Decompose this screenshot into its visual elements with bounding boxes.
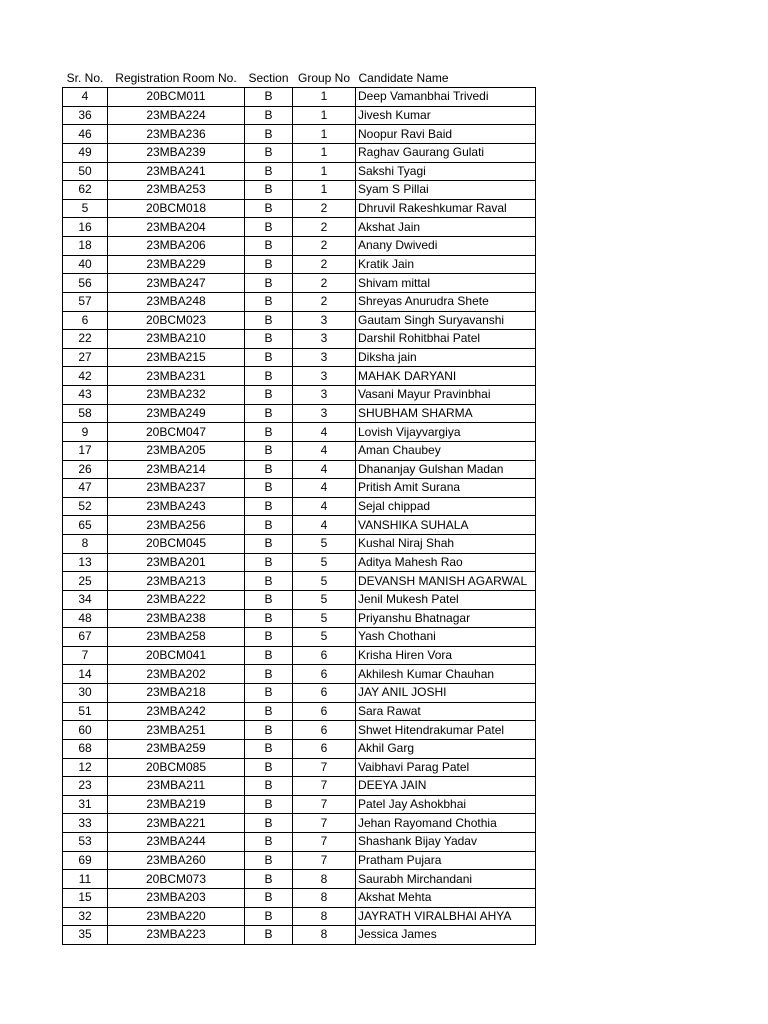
cell-group-no: 3 (293, 348, 356, 367)
cell-registration-room-no: 23MBA219 (108, 795, 245, 814)
table-header (63, 69, 536, 88)
table-row (63, 870, 536, 889)
cell-section: B (245, 665, 293, 684)
cell-registration-room-no: 23MBA220 (108, 907, 245, 926)
cell-section: B (245, 739, 293, 758)
cell-section: B (245, 702, 293, 721)
cell-group-no: 7 (293, 833, 356, 852)
cell-group-no: 3 (293, 311, 356, 330)
cell-candidate-name: VANSHIKA SUHALA (356, 516, 536, 535)
cell-group-no: 8 (293, 926, 356, 945)
cell-sr-no: 6 (63, 311, 108, 330)
cell-sr-no: 11 (63, 870, 108, 889)
cell-registration-room-no: 23MBA210 (108, 330, 245, 349)
cell-group-no: 7 (293, 758, 356, 777)
cell-candidate-name: Akhilesh Kumar Chauhan (356, 665, 536, 684)
header-candidate-name: Candidate Name (358, 71, 449, 85)
cell-candidate-name: Saurabh Mirchandani (356, 870, 536, 889)
cell-sr-no: 26 (63, 460, 108, 479)
cell-group-no: 4 (293, 460, 356, 479)
cell-sr-no: 33 (63, 814, 108, 833)
cell-section: B (245, 572, 293, 591)
cell-candidate-name: Raghav Gaurang Gulati (356, 143, 536, 162)
table-row (63, 479, 536, 498)
cell-candidate-name: Akshat Jain (356, 218, 536, 237)
cell-sr-no: 30 (63, 684, 108, 703)
cell-candidate-name: DEEYA JAIN (356, 777, 536, 796)
cell-candidate-name: Jehan Rayomand Chothia (356, 814, 536, 833)
cell-sr-no: 58 (63, 404, 108, 423)
cell-group-no: 3 (293, 386, 356, 405)
table-row (63, 125, 536, 144)
cell-sr-no: 48 (63, 609, 108, 628)
cell-section: B (245, 292, 293, 311)
cell-registration-room-no: 23MBA232 (108, 386, 245, 405)
cell-sr-no: 13 (63, 553, 108, 572)
table-row (63, 814, 536, 833)
table-row (63, 833, 536, 852)
cell-candidate-name: Vaibhavi Parag Patel (356, 758, 536, 777)
cell-group-no: 4 (293, 497, 356, 516)
cell-sr-no: 32 (63, 907, 108, 926)
cell-group-no: 7 (293, 851, 356, 870)
cell-registration-room-no: 20BCM041 (108, 646, 245, 665)
cell-group-no: 1 (293, 106, 356, 125)
table-row (63, 218, 536, 237)
header-sr-no: Sr. No. (66, 71, 104, 85)
cell-candidate-name: Patel Jay Ashokbhai (356, 795, 536, 814)
cell-candidate-name: Kratik Jain (356, 255, 536, 274)
cell-registration-room-no: 23MBA243 (108, 497, 245, 516)
cell-candidate-name: Dhruvil Rakeshkumar Raval (356, 199, 536, 218)
cell-section: B (245, 441, 293, 460)
table-row (63, 386, 536, 405)
cell-section: B (245, 907, 293, 926)
cell-sr-no: 16 (63, 218, 108, 237)
cell-registration-room-no: 23MBA253 (108, 181, 245, 200)
cell-section: B (245, 535, 293, 554)
table-row (63, 572, 536, 591)
cell-registration-room-no: 23MBA236 (108, 125, 245, 144)
cell-candidate-name: Shashank Bijay Yadav (356, 833, 536, 852)
cell-candidate-name: SHUBHAM SHARMA (356, 404, 536, 423)
cell-candidate-name: Anany Dwivedi (356, 237, 536, 256)
table-row (63, 497, 536, 516)
cell-group-no: 4 (293, 423, 356, 442)
cell-candidate-name: Sakshi Tyagi (356, 162, 536, 181)
table-body (63, 88, 536, 945)
cell-group-no: 2 (293, 274, 356, 293)
cell-registration-room-no: 23MBA231 (108, 367, 245, 386)
cell-candidate-name: Jenil Mukesh Patel (356, 590, 536, 609)
cell-candidate-name: Shreyas Anurudra Shete (356, 292, 536, 311)
cell-registration-room-no: 23MBA258 (108, 628, 245, 647)
header-section: Section (248, 71, 289, 85)
cell-registration-room-no: 23MBA205 (108, 441, 245, 460)
table-row (63, 516, 536, 535)
table-row (63, 535, 536, 554)
cell-candidate-name: Pritish Amit Surana (356, 479, 536, 498)
cell-sr-no: 60 (63, 721, 108, 740)
cell-sr-no: 62 (63, 181, 108, 200)
cell-section: B (245, 106, 293, 125)
cell-section: B (245, 795, 293, 814)
cell-sr-no: 47 (63, 479, 108, 498)
cell-sr-no: 57 (63, 292, 108, 311)
table-row (63, 237, 536, 256)
cell-group-no: 7 (293, 795, 356, 814)
cell-registration-room-no: 23MBA244 (108, 833, 245, 852)
cell-candidate-name: Sara Rawat (356, 702, 536, 721)
table-row (63, 553, 536, 572)
cell-registration-room-no: 23MBA224 (108, 106, 245, 125)
cell-registration-room-no: 23MBA247 (108, 274, 245, 293)
cell-group-no: 2 (293, 199, 356, 218)
cell-section: B (245, 199, 293, 218)
table-row (63, 851, 536, 870)
cell-group-no: 6 (293, 646, 356, 665)
cell-registration-room-no: 20BCM018 (108, 199, 245, 218)
cell-section: B (245, 386, 293, 405)
cell-section: B (245, 590, 293, 609)
cell-sr-no: 7 (63, 646, 108, 665)
cell-section: B (245, 553, 293, 572)
cell-group-no: 1 (293, 181, 356, 200)
cell-group-no: 1 (293, 143, 356, 162)
table-row (63, 106, 536, 125)
cell-group-no: 5 (293, 609, 356, 628)
cell-section: B (245, 423, 293, 442)
cell-section: B (245, 125, 293, 144)
cell-section: B (245, 721, 293, 740)
cell-candidate-name: Syam S Pillai (356, 181, 536, 200)
table-row (63, 926, 536, 945)
cell-candidate-name: Jessica James (356, 926, 536, 945)
table-row (63, 255, 536, 274)
cell-candidate-name: Gautam Singh Suryavanshi (356, 311, 536, 330)
cell-registration-room-no: 23MBA203 (108, 888, 245, 907)
table-row (63, 423, 536, 442)
cell-registration-room-no: 23MBA211 (108, 777, 245, 796)
cell-candidate-name: Akhil Garg (356, 739, 536, 758)
header-registration-room-no: Registration Room No. (115, 71, 237, 85)
cell-group-no: 8 (293, 888, 356, 907)
cell-group-no: 2 (293, 292, 356, 311)
cell-sr-no: 35 (63, 926, 108, 945)
cell-candidate-name: Krisha Hiren Vora (356, 646, 536, 665)
cell-section: B (245, 777, 293, 796)
cell-section: B (245, 255, 293, 274)
cell-registration-room-no: 23MBA251 (108, 721, 245, 740)
cell-sr-no: 69 (63, 851, 108, 870)
cell-candidate-name: Lovish Vijayvargiya (356, 423, 536, 442)
cell-sr-no: 68 (63, 739, 108, 758)
cell-section: B (245, 311, 293, 330)
cell-sr-no: 18 (63, 237, 108, 256)
table-row (63, 739, 536, 758)
cell-candidate-name: Diksha jain (356, 348, 536, 367)
cell-candidate-name: Priyanshu Bhatnagar (356, 609, 536, 628)
cell-registration-room-no: 23MBA204 (108, 218, 245, 237)
cell-group-no: 1 (293, 125, 356, 144)
cell-section: B (245, 516, 293, 535)
cell-sr-no: 15 (63, 888, 108, 907)
cell-section: B (245, 888, 293, 907)
table-row (63, 181, 536, 200)
cell-sr-no: 51 (63, 702, 108, 721)
table-row (63, 460, 536, 479)
cell-registration-room-no: 23MBA237 (108, 479, 245, 498)
table-row (63, 348, 536, 367)
cell-registration-room-no: 23MBA201 (108, 553, 245, 572)
cell-sr-no: 22 (63, 330, 108, 349)
cell-group-no: 3 (293, 404, 356, 423)
cell-group-no: 5 (293, 553, 356, 572)
table-row (63, 330, 536, 349)
candidate-list-sheet (62, 69, 536, 945)
cell-registration-room-no: 23MBA221 (108, 814, 245, 833)
cell-registration-room-no: 23MBA259 (108, 739, 245, 758)
cell-candidate-name: Shivam mittal (356, 274, 536, 293)
cell-sr-no: 31 (63, 795, 108, 814)
cell-registration-room-no: 20BCM045 (108, 535, 245, 554)
cell-section: B (245, 646, 293, 665)
candidate-table (62, 69, 536, 945)
cell-sr-no: 12 (63, 758, 108, 777)
cell-group-no: 5 (293, 628, 356, 647)
cell-group-no: 5 (293, 535, 356, 554)
cell-registration-room-no: 20BCM085 (108, 758, 245, 777)
cell-group-no: 4 (293, 516, 356, 535)
table-row (63, 758, 536, 777)
cell-group-no: 2 (293, 218, 356, 237)
cell-registration-room-no: 23MBA206 (108, 237, 245, 256)
cell-candidate-name: Akshat Mehta (356, 888, 536, 907)
cell-candidate-name: JAY ANIL JOSHI (356, 684, 536, 703)
cell-sr-no: 23 (63, 777, 108, 796)
cell-sr-no: 46 (63, 125, 108, 144)
cell-group-no: 6 (293, 739, 356, 758)
table-row (63, 702, 536, 721)
cell-section: B (245, 367, 293, 386)
cell-registration-room-no: 23MBA229 (108, 255, 245, 274)
cell-section: B (245, 814, 293, 833)
cell-registration-room-no: 23MBA260 (108, 851, 245, 870)
table-row (63, 367, 536, 386)
cell-group-no: 7 (293, 814, 356, 833)
table-row (63, 907, 536, 926)
cell-candidate-name: Aditya Mahesh Rao (356, 553, 536, 572)
cell-registration-room-no: 23MBA202 (108, 665, 245, 684)
cell-registration-room-no: 23MBA242 (108, 702, 245, 721)
cell-registration-room-no: 20BCM023 (108, 311, 245, 330)
cell-registration-room-no: 23MBA256 (108, 516, 245, 535)
cell-sr-no: 53 (63, 833, 108, 852)
cell-candidate-name: Shwet Hitendrakumar Patel (356, 721, 536, 740)
cell-candidate-name: Darshil Rohitbhai Patel (356, 330, 536, 349)
table-row (63, 292, 536, 311)
cell-candidate-name: Dhananjay Gulshan Madan (356, 460, 536, 479)
cell-section: B (245, 143, 293, 162)
cell-section: B (245, 237, 293, 256)
cell-section: B (245, 851, 293, 870)
cell-candidate-name: Deep Vamanbhai Trivedi (356, 88, 536, 107)
cell-sr-no: 52 (63, 497, 108, 516)
cell-sr-no: 67 (63, 628, 108, 647)
cell-candidate-name: Noopur Ravi Baid (356, 125, 536, 144)
cell-sr-no: 5 (63, 199, 108, 218)
cell-sr-no: 65 (63, 516, 108, 535)
cell-group-no: 8 (293, 870, 356, 889)
cell-sr-no: 25 (63, 572, 108, 591)
cell-section: B (245, 479, 293, 498)
cell-sr-no: 17 (63, 441, 108, 460)
cell-registration-room-no: 20BCM047 (108, 423, 245, 442)
cell-sr-no: 14 (63, 665, 108, 684)
cell-group-no: 4 (293, 479, 356, 498)
cell-registration-room-no: 20BCM011 (108, 88, 245, 107)
table-row (63, 628, 536, 647)
table-row (63, 684, 536, 703)
cell-sr-no: 40 (63, 255, 108, 274)
cell-candidate-name: Jivesh Kumar (356, 106, 536, 125)
table-row (63, 441, 536, 460)
cell-registration-room-no: 23MBA248 (108, 292, 245, 311)
cell-section: B (245, 609, 293, 628)
table-row (63, 199, 536, 218)
cell-sr-no: 27 (63, 348, 108, 367)
cell-section: B (245, 926, 293, 945)
cell-registration-room-no: 23MBA222 (108, 590, 245, 609)
cell-sr-no: 43 (63, 386, 108, 405)
cell-group-no: 6 (293, 721, 356, 740)
table-row (63, 311, 536, 330)
cell-section: B (245, 497, 293, 516)
cell-section: B (245, 833, 293, 852)
table-row (63, 274, 536, 293)
cell-group-no: 6 (293, 665, 356, 684)
cell-group-no: 4 (293, 441, 356, 460)
cell-group-no: 7 (293, 777, 356, 796)
cell-group-no: 8 (293, 907, 356, 926)
cell-section: B (245, 348, 293, 367)
cell-group-no: 3 (293, 330, 356, 349)
cell-registration-room-no: 23MBA218 (108, 684, 245, 703)
cell-candidate-name: MAHAK DARYANI (356, 367, 536, 386)
cell-group-no: 1 (293, 88, 356, 107)
cell-registration-room-no: 23MBA241 (108, 162, 245, 181)
cell-sr-no: 8 (63, 535, 108, 554)
cell-registration-room-no: 23MBA223 (108, 926, 245, 945)
table-row (63, 795, 536, 814)
cell-sr-no: 50 (63, 162, 108, 181)
cell-candidate-name: Yash Chothani (356, 628, 536, 647)
table-row (63, 590, 536, 609)
cell-candidate-name: Vasani Mayur Pravinbhai (356, 386, 536, 405)
table-row (63, 162, 536, 181)
cell-group-no: 6 (293, 702, 356, 721)
cell-registration-room-no: 20BCM073 (108, 870, 245, 889)
table-row (63, 888, 536, 907)
cell-sr-no: 4 (63, 88, 108, 107)
header-group-no: Group No (297, 71, 351, 85)
table-row (63, 665, 536, 684)
cell-candidate-name: Aman Chaubey (356, 441, 536, 460)
cell-section: B (245, 330, 293, 349)
cell-section: B (245, 274, 293, 293)
cell-group-no: 5 (293, 590, 356, 609)
cell-sr-no: 34 (63, 590, 108, 609)
cell-section: B (245, 628, 293, 647)
cell-registration-room-no: 23MBA238 (108, 609, 245, 628)
cell-section: B (245, 162, 293, 181)
table-row (63, 143, 536, 162)
cell-section: B (245, 684, 293, 703)
cell-group-no: 1 (293, 162, 356, 181)
table-row (63, 88, 536, 107)
cell-registration-room-no: 23MBA239 (108, 143, 245, 162)
cell-sr-no: 56 (63, 274, 108, 293)
cell-candidate-name: Sejal chippad (356, 497, 536, 516)
cell-sr-no: 49 (63, 143, 108, 162)
cell-section: B (245, 870, 293, 889)
cell-section: B (245, 218, 293, 237)
table-row (63, 404, 536, 423)
cell-group-no: 3 (293, 367, 356, 386)
cell-sr-no: 36 (63, 106, 108, 125)
header-row (63, 69, 536, 88)
cell-registration-room-no: 23MBA213 (108, 572, 245, 591)
cell-group-no: 5 (293, 572, 356, 591)
cell-candidate-name: Pratham Pujara (356, 851, 536, 870)
table-row (63, 646, 536, 665)
cell-registration-room-no: 23MBA214 (108, 460, 245, 479)
cell-group-no: 2 (293, 255, 356, 274)
cell-section: B (245, 460, 293, 479)
cell-candidate-name: Kushal Niraj Shah (356, 535, 536, 554)
cell-section: B (245, 758, 293, 777)
cell-sr-no: 42 (63, 367, 108, 386)
table-row (63, 609, 536, 628)
cell-section: B (245, 88, 293, 107)
cell-section: B (245, 404, 293, 423)
table-row (63, 721, 536, 740)
cell-registration-room-no: 23MBA249 (108, 404, 245, 423)
cell-sr-no: 9 (63, 423, 108, 442)
cell-candidate-name: JAYRATH VIRALBHAI AHYA (356, 907, 536, 926)
cell-registration-room-no: 23MBA215 (108, 348, 245, 367)
cell-section: B (245, 181, 293, 200)
cell-candidate-name: DEVANSH MANISH AGARWAL (356, 572, 536, 591)
table-row (63, 777, 536, 796)
cell-group-no: 6 (293, 684, 356, 703)
cell-group-no: 2 (293, 237, 356, 256)
